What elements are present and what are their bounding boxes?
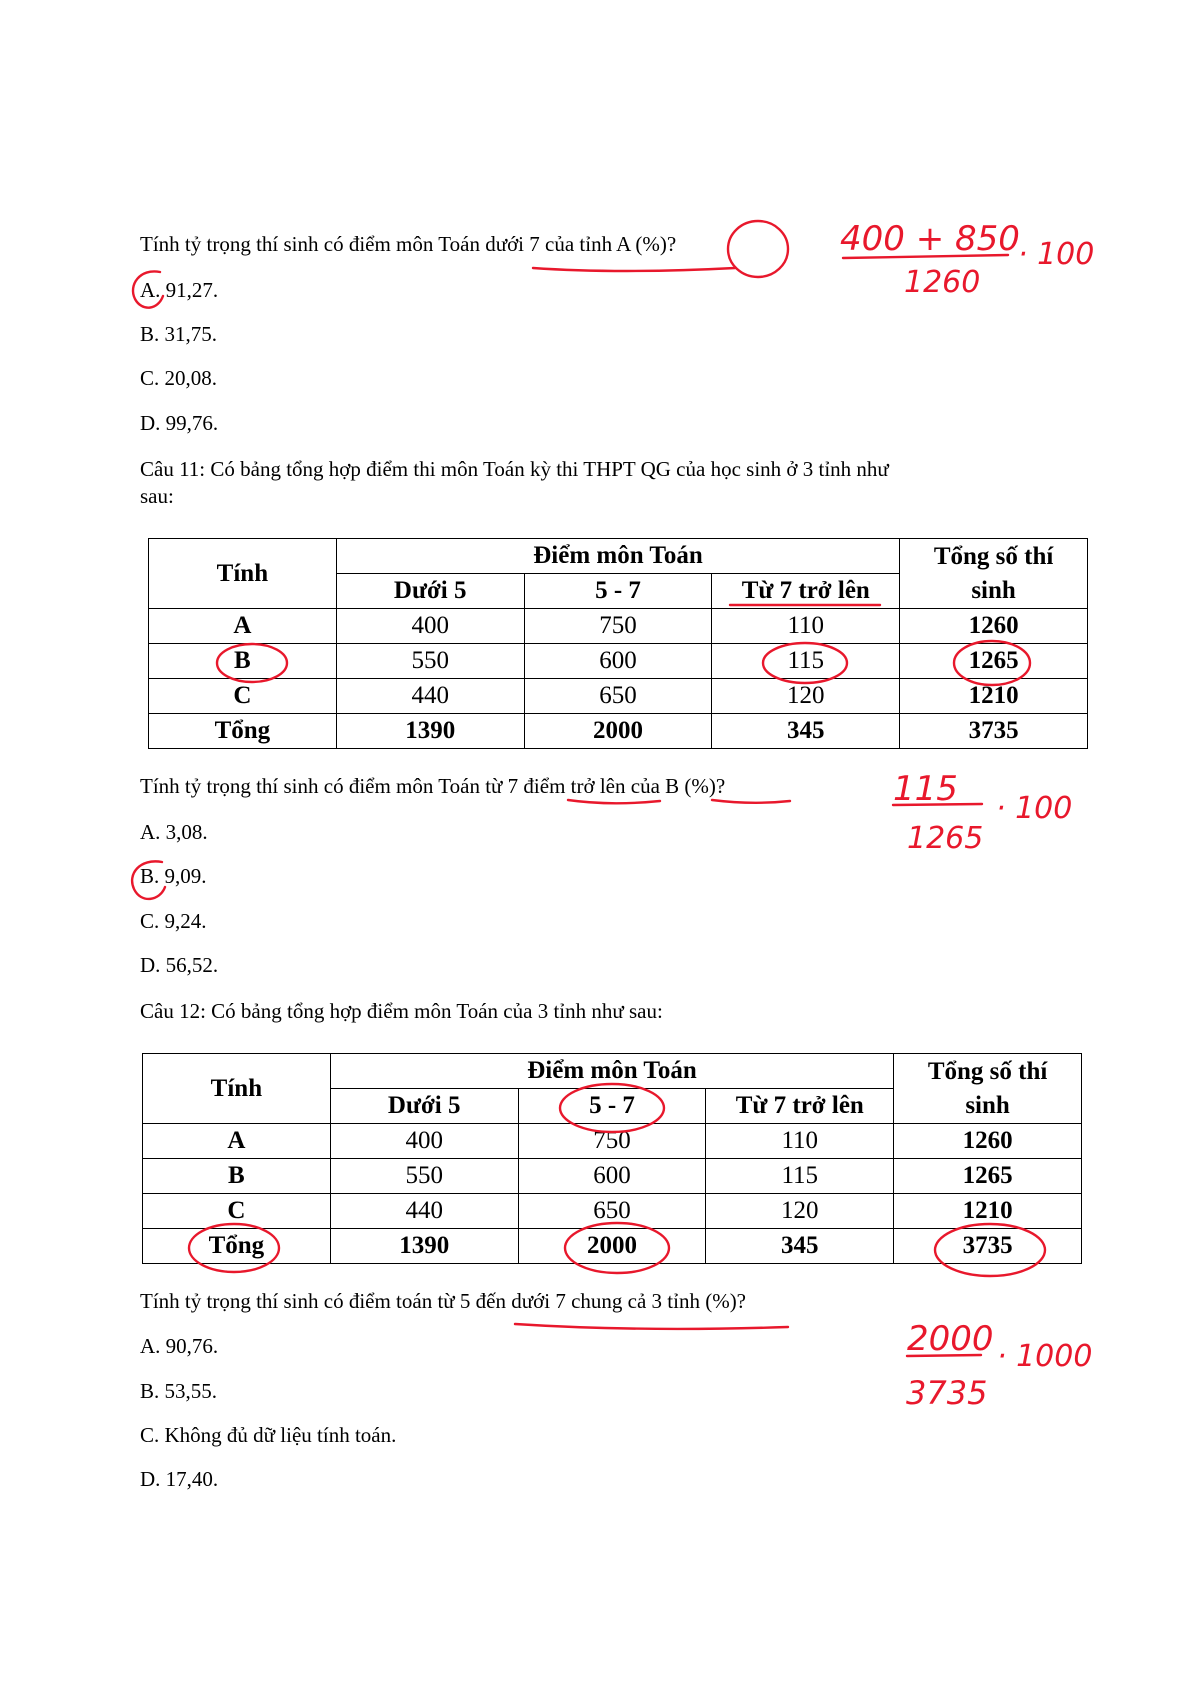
table-cell: 440: [336, 679, 524, 714]
q12-option-b: B. 53,55.: [140, 1379, 218, 1403]
row-total: 1265: [900, 644, 1088, 679]
header-tinh: Tính: [149, 539, 337, 609]
row-total: 1210: [894, 1194, 1082, 1229]
table-cell: 750: [524, 609, 712, 644]
note-q10-multiplier: · 100: [1018, 237, 1095, 272]
header-diem-mon-toan: Điểm môn Toán: [330, 1054, 893, 1089]
table-row: [149, 679, 1088, 714]
q10-option-b: B. 31,75.: [140, 322, 218, 346]
table-cell: 600: [518, 1159, 706, 1194]
header-tinh: Tính: [143, 1054, 331, 1124]
q12-fraction-bar: [907, 1355, 981, 1356]
q11-underline-diem: [568, 800, 660, 803]
header-duoi-5: Dưới 5: [330, 1089, 518, 1124]
table-cell: 400: [336, 609, 524, 644]
q12-score-table: [142, 1053, 1082, 1264]
row-total: 3735: [894, 1229, 1082, 1264]
header-tong-so-thi-sinh: Tổng số thí sinh: [900, 539, 1088, 609]
q11-option-c: C. 9,24.: [140, 909, 207, 933]
q11-option-b: B. 9,09.: [140, 864, 207, 888]
table-row: [143, 1159, 1082, 1194]
table-row: [143, 1194, 1082, 1229]
q12-option-d: D. 17,40.: [140, 1467, 219, 1491]
q10-option-d: D. 99,76.: [140, 411, 219, 435]
header-tong-so-thi-sinh: Tổng số thí sinh: [894, 1054, 1082, 1124]
q11-fraction-bar: [893, 804, 982, 805]
row-total: 1265: [894, 1159, 1082, 1194]
q11-option-d: D. 56,52.: [140, 953, 219, 977]
row-label: B: [143, 1159, 331, 1194]
table-cell: 440: [330, 1194, 518, 1229]
table-cell: 1390: [336, 714, 524, 749]
q11-question: Tính tỷ trọng thí sinh có điểm môn Toán từ 7 điểm trở lên của B (%)?: [140, 774, 726, 798]
q10-underline: [533, 268, 735, 271]
table-cell: 650: [518, 1194, 706, 1229]
note-q10-numerator: 400 + 850: [840, 219, 1020, 259]
table-cell: 2000: [518, 1229, 706, 1264]
row-label: Tổng: [149, 714, 337, 749]
table-row: [143, 1229, 1082, 1264]
header-diem-mon-toan: Điểm môn Toán: [336, 539, 899, 574]
header-5-7: 5 - 7: [524, 574, 712, 609]
q12-option-c: C. Không đủ dữ liệu tính toán.: [140, 1423, 397, 1447]
note-q12-multiplier: · 1000: [997, 1339, 1093, 1374]
q10-option-c: C. 20,08.: [140, 366, 218, 390]
table-cell: 2000: [524, 714, 712, 749]
header-tu-7-tro-len: Từ 7 trở lên: [706, 1089, 894, 1124]
table-cell: 110: [712, 609, 900, 644]
row-label: C: [149, 679, 337, 714]
table-cell: 1390: [330, 1229, 518, 1264]
row-label: A: [143, 1124, 331, 1159]
note-q12-numerator: 2000: [907, 1319, 994, 1359]
table-cell: 120: [706, 1194, 894, 1229]
note-q11-multiplier: · 100: [996, 791, 1073, 826]
table-cell: 120: [712, 679, 900, 714]
table-cell: 115: [706, 1159, 894, 1194]
q12-underline: [515, 1324, 788, 1329]
table-cell: 345: [712, 714, 900, 749]
table-row: [149, 644, 1088, 679]
note-q12-denominator: 3735: [906, 1374, 988, 1412]
q11-option-a: A. 3,08.: [140, 820, 208, 844]
table-cell: 400: [330, 1124, 518, 1159]
q10-option-a: A. 91,27.: [140, 278, 219, 302]
row-total: 1210: [900, 679, 1088, 714]
note-q11-denominator: 1265: [907, 821, 984, 856]
q11-underline-b: [712, 800, 790, 803]
header-duoi-5: Dưới 5: [336, 574, 524, 609]
q10-question: Tính tỷ trọng thí sinh có điểm môn Toán dưới 7 của tỉnh A (%)?: [140, 232, 677, 256]
q11-intro-line2: sau:: [140, 484, 174, 508]
table-cell: 115: [712, 644, 900, 679]
table-cell: 345: [706, 1229, 894, 1264]
table-cell: 600: [524, 644, 712, 679]
q11-score-table: [148, 538, 1088, 749]
row-label: C: [143, 1194, 331, 1229]
table-row: [143, 1124, 1082, 1159]
table-row: [149, 609, 1088, 644]
table-cell: 550: [330, 1159, 518, 1194]
q10-question-circle: [728, 221, 788, 277]
header-tu-7-tro-len: Từ 7 trở lên: [712, 574, 900, 609]
row-label: A: [149, 609, 337, 644]
q11-intro-line1: Câu 11: Có bảng tổng hợp điểm thi môn Toán kỳ thi THPT QG của học sinh ở 3 tỉnh như: [140, 457, 889, 481]
table-cell: 750: [518, 1124, 706, 1159]
header-5-7: 5 - 7: [518, 1089, 706, 1124]
table-row: [149, 714, 1088, 749]
table-cell: 550: [336, 644, 524, 679]
row-total: 1260: [894, 1124, 1082, 1159]
row-label: Tổng: [143, 1229, 331, 1264]
table-cell: 110: [706, 1124, 894, 1159]
row-total: 3735: [900, 714, 1088, 749]
q12-option-a: A. 90,76.: [140, 1334, 219, 1358]
note-q10-denominator: 1260: [904, 265, 981, 300]
q10-fraction-bar: [843, 255, 1008, 258]
row-label: B: [149, 644, 337, 679]
q12-intro: Câu 12: Có bảng tổng hợp điểm môn Toán của 3 tỉnh như sau:: [140, 999, 663, 1023]
note-q11-numerator: 115: [893, 769, 958, 809]
row-total: 1260: [900, 609, 1088, 644]
table-cell: 650: [524, 679, 712, 714]
q12-question: Tính tỷ trọng thí sinh có điểm toán từ 5 đến dưới 7 chung cả 3 tỉnh (%)?: [140, 1289, 747, 1313]
